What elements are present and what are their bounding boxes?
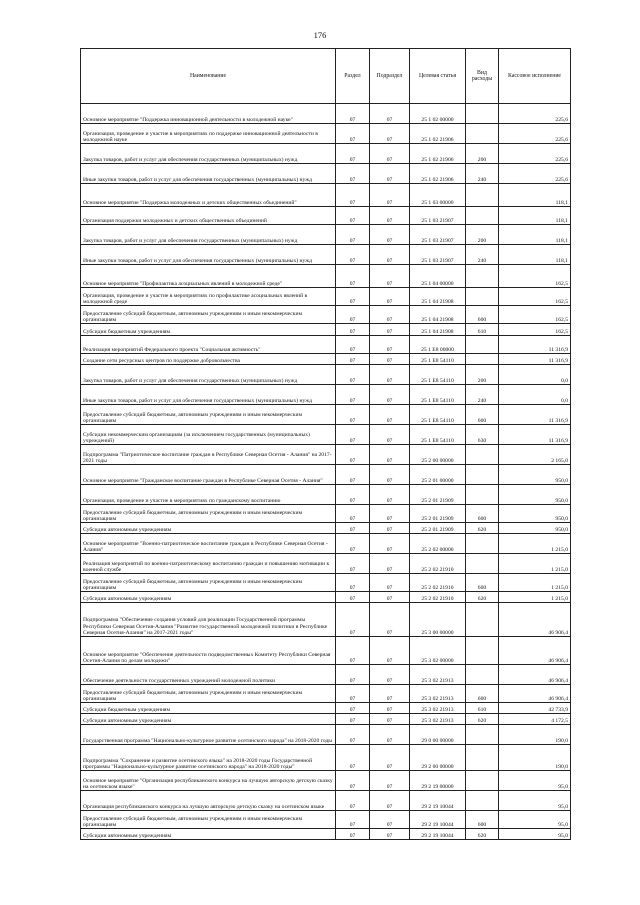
cell-expense-type — [466, 465, 499, 485]
cell-name: Основное мероприятие "Поддержка молодежных и детских общественных объединений" — [81, 184, 336, 207]
cell-subsection: 07 — [370, 164, 410, 184]
cell-name: Государственная программа "Национально-культурное развитие осетинского народа" на 2018-2020 годы — [81, 725, 336, 745]
cell-expense-type — [466, 336, 499, 354]
cell-subsection: 07 — [370, 485, 410, 505]
cell-subsection: 07 — [370, 714, 410, 725]
cell-cash-execution: 118,1 — [499, 245, 571, 265]
cell-target-article: 25 1 02 21906 — [410, 124, 466, 144]
cell-target-article: 25 3 00 00000 — [410, 603, 466, 637]
cell-expense-type: 620 — [466, 592, 499, 603]
cell-subsection: 07 — [370, 288, 410, 306]
cell-expense-type: 610 — [466, 324, 499, 336]
cell-cash-execution: 11 316,9 — [499, 425, 571, 445]
cell-target-article: 25 1 03 00000 — [410, 184, 466, 207]
cell-section: 07 — [336, 245, 370, 265]
cell-section: 07 — [336, 445, 370, 465]
cell-name: Организация, проведение и участие в мероприятиях по гражданскому воспитанию — [81, 485, 336, 505]
cell-section: 07 — [336, 324, 370, 336]
cell-name: Реализация мероприятий Федерального проекта "Социальная активность" — [81, 336, 336, 354]
cell-expense-type: 620 — [466, 523, 499, 534]
cell-target-article: 25 3 02 21913 — [410, 665, 466, 685]
cell-target-article: 25 1 02 21906 — [410, 144, 466, 164]
cell-cash-execution: 162,5 — [499, 324, 571, 336]
cell-name: Субсидии бюджетным учреждениям — [81, 324, 336, 336]
cell-target-article: 29 2 19 00000 — [410, 771, 466, 791]
cell-name: Основное мероприятие "Обеспечение деятельности подведомственных Комитету Республики Северная Осетия-Алания по делам молодежи" — [81, 637, 336, 665]
cell-target-article: 25 3 02 21913 — [410, 685, 466, 703]
cell-cash-execution: 162,5 — [499, 265, 571, 288]
table-row — [81, 665, 571, 685]
cell-name: Основное мероприятие "Гражданское воспитание граждан в Республике Северная Осетия - Алания" — [81, 465, 336, 485]
cell-target-article: 29 2 19 10044 — [410, 811, 466, 829]
cell-subsection: 07 — [370, 445, 410, 465]
cell-expense-type — [466, 665, 499, 685]
header-name: Наименование — [81, 49, 336, 104]
table-row — [81, 534, 571, 554]
cell-subsection: 07 — [370, 637, 410, 665]
cell-target-article: 25 1 04 21908 — [410, 324, 466, 336]
cell-subsection: 07 — [370, 745, 410, 771]
cell-section: 07 — [336, 485, 370, 505]
header-cash-execution: Кассовое исполнение — [499, 49, 571, 104]
page-number: 176 — [313, 30, 327, 40]
cell-expense-type: 600 — [466, 405, 499, 425]
cell-expense-type — [466, 554, 499, 574]
table-row — [81, 725, 571, 745]
cell-target-article: 25 1 02 00000 — [410, 104, 466, 124]
cell-name: Субсидии автономным учреждениям — [81, 523, 336, 534]
cell-section: 07 — [336, 523, 370, 534]
cell-name: Субсидии автономным учреждениям — [81, 592, 336, 603]
table-row — [81, 637, 571, 665]
cell-target-article: 29 2 19 10044 — [410, 791, 466, 811]
cell-expense-type: 600 — [466, 505, 499, 523]
cell-section: 07 — [336, 144, 370, 164]
cell-cash-execution: 950,0 — [499, 523, 571, 534]
cell-section: 07 — [336, 637, 370, 665]
cell-section: 07 — [336, 725, 370, 745]
cell-target-article: 25 2 02 00000 — [410, 534, 466, 554]
table-row — [81, 144, 571, 164]
cell-name: Закупка товаров, работ и услуг для обеспечения государственных (муниципальных) нужд — [81, 144, 336, 164]
cell-target-article: 25 3 02 21913 — [410, 703, 466, 714]
table-row — [81, 714, 571, 725]
cell-cash-execution: 225,6 — [499, 144, 571, 164]
cell-subsection: 07 — [370, 207, 410, 225]
cell-cash-execution: 42 733,9 — [499, 703, 571, 714]
cell-section: 07 — [336, 745, 370, 771]
cell-subsection: 07 — [370, 665, 410, 685]
cell-section: 07 — [336, 225, 370, 245]
cell-section: 07 — [336, 336, 370, 354]
cell-name: Иные закупки товаров, работ и услуг для обеспечения государственных (муниципальных) нужд — [81, 245, 336, 265]
cell-expense-type: 600 — [466, 811, 499, 829]
table-row — [81, 324, 571, 336]
header-section: Раздел — [336, 49, 370, 104]
cell-cash-execution: 1 215,0 — [499, 574, 571, 592]
cell-section: 07 — [336, 554, 370, 574]
cell-target-article: 25 1 Е8 54110 — [410, 405, 466, 425]
table-row — [81, 465, 571, 485]
cell-subsection: 07 — [370, 811, 410, 829]
cell-name: Основное мероприятие "Профилактика асоциальных явлений в молодежной среде" — [81, 265, 336, 288]
cell-expense-type — [466, 534, 499, 554]
cell-subsection: 07 — [370, 574, 410, 592]
cell-expense-type — [466, 265, 499, 288]
cell-subsection: 07 — [370, 425, 410, 445]
cell-section: 07 — [336, 505, 370, 523]
cell-target-article: 25 2 02 21910 — [410, 554, 466, 574]
cell-target-article: 25 2 01 00000 — [410, 465, 466, 485]
cell-cash-execution: 190,0 — [499, 745, 571, 771]
cell-section: 07 — [336, 685, 370, 703]
cell-target-article: 25 2 02 21910 — [410, 574, 466, 592]
cell-target-article: 25 1 04 21908 — [410, 306, 466, 324]
cell-name: Предоставление субсидий бюджетным, автономным учреждениям и иным некоммерческим организациям — [81, 574, 336, 592]
cell-name: Закупка товаров, работ и услуг для обеспечения государственных (муниципальных) нужд — [81, 225, 336, 245]
table-row — [81, 385, 571, 405]
cell-section: 07 — [336, 104, 370, 124]
cell-target-article: 25 1 03 21907 — [410, 245, 466, 265]
cell-name: Создание сети ресурсных центров по поддержке добровольчества — [81, 354, 336, 365]
cell-section: 07 — [336, 385, 370, 405]
table-row — [81, 405, 571, 425]
cell-expense-type: 620 — [466, 829, 499, 840]
cell-subsection: 07 — [370, 365, 410, 385]
cell-section: 07 — [336, 665, 370, 685]
cell-cash-execution: 11 316,9 — [499, 354, 571, 365]
cell-cash-execution: 162,5 — [499, 288, 571, 306]
cell-name: Субсидии бюджетным учреждениям — [81, 703, 336, 714]
cell-section: 07 — [336, 207, 370, 225]
cell-cash-execution: 118,1 — [499, 184, 571, 207]
table-row — [81, 164, 571, 184]
cell-expense-type: 240 — [466, 245, 499, 265]
cell-cash-execution: 95,0 — [499, 791, 571, 811]
cell-subsection: 07 — [370, 791, 410, 811]
table-row — [81, 124, 571, 144]
cell-expense-type — [466, 725, 499, 745]
cell-expense-type: 610 — [466, 703, 499, 714]
cell-target-article: 25 2 01 21909 — [410, 523, 466, 534]
cell-name: Закупка товаров, работ и услуг для обеспечения государственных (муниципальных) нужд — [81, 365, 336, 385]
cell-expense-type — [466, 771, 499, 791]
cell-cash-execution: 46 906,4 — [499, 665, 571, 685]
cell-subsection: 07 — [370, 306, 410, 324]
cell-cash-execution: 118,1 — [499, 225, 571, 245]
cell-subsection: 07 — [370, 554, 410, 574]
cell-name: Организация республиканского конкурса на лучшую авторскую детскую сказку на осетинском языке — [81, 791, 336, 811]
table-row — [81, 771, 571, 791]
cell-section: 07 — [336, 124, 370, 144]
cell-target-article: 25 1 Е8 54110 — [410, 354, 466, 365]
cell-section: 07 — [336, 771, 370, 791]
table-row — [81, 207, 571, 225]
cell-expense-type — [466, 207, 499, 225]
cell-cash-execution: 46 906,4 — [499, 685, 571, 703]
table-header-row — [81, 49, 571, 104]
table-row — [81, 685, 571, 703]
cell-subsection: 07 — [370, 336, 410, 354]
cell-subsection: 07 — [370, 124, 410, 144]
header-subsection: Подраздел — [370, 49, 410, 104]
cell-section: 07 — [336, 405, 370, 425]
cell-expense-type — [466, 184, 499, 207]
cell-subsection: 07 — [370, 265, 410, 288]
budget-execution-table — [80, 48, 571, 840]
cell-cash-execution: 190,0 — [499, 725, 571, 745]
cell-section: 07 — [336, 365, 370, 385]
cell-cash-execution: 11 316,9 — [499, 405, 571, 425]
cell-target-article: 25 1 Е8 54110 — [410, 385, 466, 405]
cell-target-article: 25 2 02 21910 — [410, 592, 466, 603]
cell-name: Подпрограмма "Обеспечение создания условий для реализации Государственной программы Республики Северная Осетия-Алания "Развитие государственной молодежной политики в Республике Северная Осетия-Алания" на 2017-2021 годы" — [81, 603, 336, 637]
cell-name: Подпрограмма "Патриотическое воспитание граждан в Республике Северная Осетия - Алания" на 2017-2021 годы — [81, 445, 336, 465]
cell-name: Предоставление субсидий бюджетным, автономным учреждениям и иным некоммерческим организациям — [81, 811, 336, 829]
cell-subsection: 07 — [370, 144, 410, 164]
cell-target-article: 25 2 01 21909 — [410, 505, 466, 523]
cell-subsection: 07 — [370, 505, 410, 523]
cell-expense-type — [466, 445, 499, 465]
cell-expense-type: 600 — [466, 685, 499, 703]
header-expense-type: Вид расходы — [466, 49, 499, 104]
cell-expense-type — [466, 104, 499, 124]
table-row — [81, 523, 571, 534]
cell-subsection: 07 — [370, 104, 410, 124]
cell-name: Предоставление субсидий бюджетным, автономным учреждениям и иным некоммерческим организациям — [81, 306, 336, 324]
cell-target-article: 25 1 04 21908 — [410, 288, 466, 306]
cell-section: 07 — [336, 574, 370, 592]
cell-expense-type: 200 — [466, 225, 499, 245]
cell-cash-execution: 950,0 — [499, 485, 571, 505]
cell-expense-type — [466, 124, 499, 144]
cell-target-article: 25 1 03 21907 — [410, 207, 466, 225]
table-row — [81, 365, 571, 385]
cell-cash-execution: 225,6 — [499, 104, 571, 124]
cell-name: Субсидии автономным учреждениям — [81, 829, 336, 840]
cell-name: Иные закупки товаров, работ и услуг для обеспечения государственных (муниципальных) нужд — [81, 164, 336, 184]
cell-subsection: 07 — [370, 405, 410, 425]
cell-cash-execution: 95,0 — [499, 771, 571, 791]
cell-cash-execution: 0,0 — [499, 365, 571, 385]
table-row — [81, 265, 571, 288]
cell-section: 07 — [336, 265, 370, 288]
cell-cash-execution: 0,0 — [499, 385, 571, 405]
cell-target-article: 25 1 02 21906 — [410, 164, 466, 184]
cell-subsection: 07 — [370, 245, 410, 265]
cell-section: 07 — [336, 465, 370, 485]
cell-name: Реализация мероприятий по военно-патриотическому воспитанию граждан и повышению мотивации к военной службе — [81, 554, 336, 574]
table-row — [81, 288, 571, 306]
cell-subsection: 07 — [370, 592, 410, 603]
cell-expense-type — [466, 485, 499, 505]
cell-target-article: 29 0 00 00000 — [410, 725, 466, 745]
table-row — [81, 554, 571, 574]
cell-cash-execution: 46 906,4 — [499, 603, 571, 637]
table-row — [81, 104, 571, 124]
cell-subsection: 07 — [370, 685, 410, 703]
cell-target-article: 25 1 Е8 00000 — [410, 336, 466, 354]
cell-name: Организация, проведение и участие в мероприятиях по поддержке инновационной деятельности в молодежной науке — [81, 124, 336, 144]
table-row — [81, 445, 571, 465]
cell-expense-type: 620 — [466, 714, 499, 725]
table-row — [81, 574, 571, 592]
cell-subsection: 07 — [370, 465, 410, 485]
table-body — [81, 104, 571, 840]
cell-name: Организация, проведение и участие в мероприятиях по профилактике асоциальных явлений в молодежной среде — [81, 288, 336, 306]
table-row — [81, 354, 571, 365]
cell-section: 07 — [336, 164, 370, 184]
cell-cash-execution: 4 172,5 — [499, 714, 571, 725]
cell-section: 07 — [336, 288, 370, 306]
cell-cash-execution: 1 215,0 — [499, 534, 571, 554]
header-target-article: Целевая статья — [410, 49, 466, 104]
cell-name: Обеспечение деятельности государственных учреждений молодежной политики — [81, 665, 336, 685]
table-row — [81, 245, 571, 265]
cell-subsection: 07 — [370, 354, 410, 365]
cell-target-article: 25 3 02 00000 — [410, 637, 466, 665]
cell-expense-type — [466, 637, 499, 665]
cell-section: 07 — [336, 829, 370, 840]
cell-name: Организация поддержки молодежных и детских общественных объединений — [81, 207, 336, 225]
cell-subsection: 07 — [370, 225, 410, 245]
table-row — [81, 829, 571, 840]
cell-name: Подпрограмма "Сохранение и развитие осетинского языка" на 2018-2020 годы Государственной программы "Национально-культурное развитие осетинского народа" на 2018-2020 годы" — [81, 745, 336, 771]
cell-expense-type: 240 — [466, 385, 499, 405]
cell-expense-type: 200 — [466, 365, 499, 385]
cell-cash-execution: 1 215,0 — [499, 554, 571, 574]
cell-cash-execution: 46 906,4 — [499, 637, 571, 665]
table-row — [81, 745, 571, 771]
table-row — [81, 184, 571, 207]
cell-section: 07 — [336, 791, 370, 811]
cell-name: Предоставление субсидий бюджетным, автономным учреждениям и иным некоммерческим организациям — [81, 685, 336, 703]
cell-subsection: 07 — [370, 703, 410, 714]
cell-target-article: 25 2 00 00000 — [410, 445, 466, 465]
cell-target-article: 25 1 Е8 54110 — [410, 425, 466, 445]
cell-name: Предоставление субсидий бюджетным, автономным учреждениям и иным некоммерческим организациям — [81, 405, 336, 425]
cell-subsection: 07 — [370, 324, 410, 336]
cell-section: 07 — [336, 811, 370, 829]
cell-expense-type: 630 — [466, 425, 499, 445]
cell-section: 07 — [336, 306, 370, 324]
table-row — [81, 592, 571, 603]
cell-expense-type — [466, 791, 499, 811]
cell-subsection: 07 — [370, 523, 410, 534]
cell-cash-execution: 162,5 — [499, 306, 571, 324]
cell-name: Основное мероприятие "Поддержка инновационной деятельности в молодежной науке" — [81, 104, 336, 124]
cell-expense-type: 600 — [466, 306, 499, 324]
cell-name: Основное мероприятие "Военно-патриотическое воспитание граждан в Республике Северная Осетия - Алания" — [81, 534, 336, 554]
cell-target-article: 29 2 19 10044 — [410, 829, 466, 840]
cell-cash-execution: 11 316,9 — [499, 336, 571, 354]
cell-section: 07 — [336, 592, 370, 603]
cell-subsection: 07 — [370, 603, 410, 637]
cell-subsection: 07 — [370, 385, 410, 405]
cell-target-article: 25 2 01 21909 — [410, 485, 466, 505]
cell-cash-execution: 1 215,0 — [499, 592, 571, 603]
table-row — [81, 336, 571, 354]
cell-cash-execution: 95,0 — [499, 811, 571, 829]
cell-expense-type — [466, 745, 499, 771]
cell-target-article: 29 2 00 00000 — [410, 745, 466, 771]
cell-expense-type — [466, 603, 499, 637]
cell-subsection: 07 — [370, 725, 410, 745]
cell-target-article: 25 1 03 21907 — [410, 225, 466, 245]
cell-expense-type — [466, 288, 499, 306]
cell-target-article: 25 1 04 00000 — [410, 265, 466, 288]
cell-cash-execution: 2 165,0 — [499, 445, 571, 465]
table-row — [81, 306, 571, 324]
cell-expense-type: 200 — [466, 144, 499, 164]
cell-expense-type: 600 — [466, 574, 499, 592]
cell-name: Основное мероприятие "Организация республиканского конкурса на лучшую авторскую детскую сказку на осетинском языке" — [81, 771, 336, 791]
cell-target-article: 25 1 Е8 54110 — [410, 365, 466, 385]
cell-cash-execution: 225,6 — [499, 164, 571, 184]
cell-name: Субсидии автономным учреждениям — [81, 714, 336, 725]
cell-name: Предоставление субсидий бюджетным, автономным учреждениям и иным некоммерческим организациям — [81, 505, 336, 523]
cell-cash-execution: 225,6 — [499, 124, 571, 144]
cell-expense-type — [466, 354, 499, 365]
cell-subsection: 07 — [370, 829, 410, 840]
table-row — [81, 811, 571, 829]
cell-cash-execution: 950,0 — [499, 465, 571, 485]
cell-section: 07 — [336, 425, 370, 445]
table-row — [81, 603, 571, 637]
cell-subsection: 07 — [370, 771, 410, 791]
table-row — [81, 703, 571, 714]
cell-target-article: 25 3 02 21913 — [410, 714, 466, 725]
table-row — [81, 791, 571, 811]
cell-subsection: 07 — [370, 534, 410, 554]
cell-cash-execution: 950,0 — [499, 505, 571, 523]
cell-section: 07 — [336, 534, 370, 554]
cell-name: Субсидии некоммерческим организациям (за исключением государственных (муниципальных) учреждений) — [81, 425, 336, 445]
cell-cash-execution: 118,1 — [499, 207, 571, 225]
cell-section: 07 — [336, 714, 370, 725]
table-row — [81, 425, 571, 445]
cell-cash-execution: 95,0 — [499, 829, 571, 840]
cell-section: 07 — [336, 703, 370, 714]
cell-section: 07 — [336, 603, 370, 637]
table-row — [81, 485, 571, 505]
cell-expense-type: 240 — [466, 164, 499, 184]
cell-section: 07 — [336, 354, 370, 365]
cell-name: Иные закупки товаров, работ и услуг для обеспечения государственных (муниципальных) нужд — [81, 385, 336, 405]
table-row — [81, 505, 571, 523]
cell-section: 07 — [336, 184, 370, 207]
cell-subsection: 07 — [370, 184, 410, 207]
table-row — [81, 225, 571, 245]
